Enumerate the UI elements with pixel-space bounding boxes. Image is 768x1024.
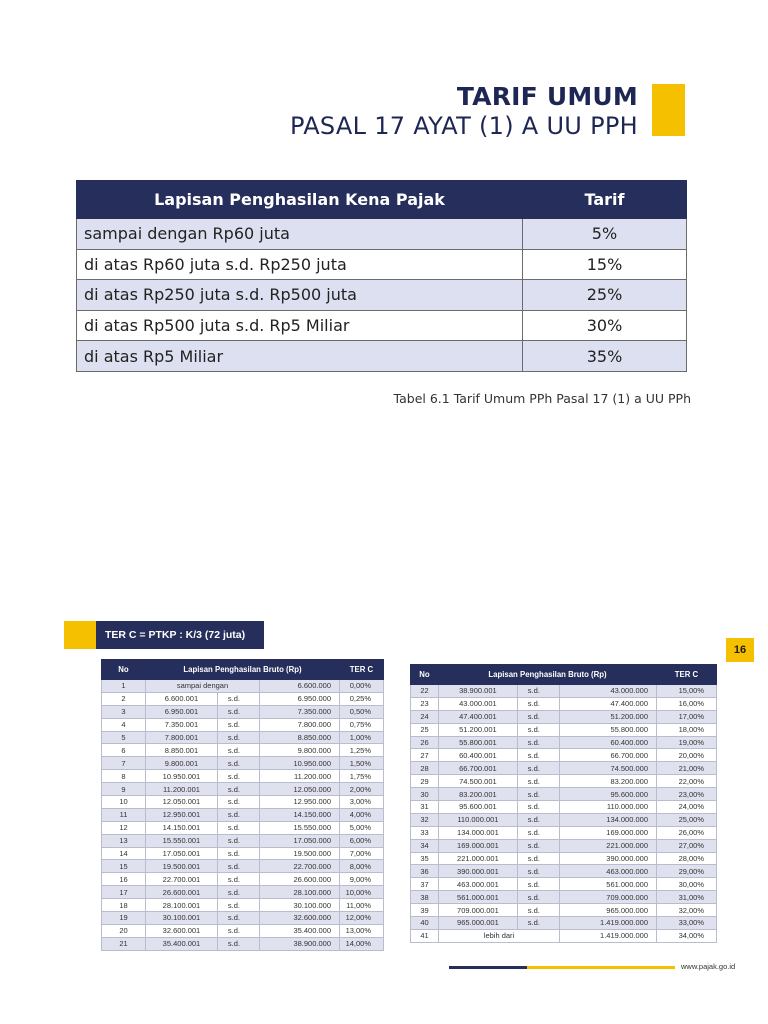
range-from: 221.000.001 xyxy=(439,852,518,865)
range-from: 38.900.001 xyxy=(439,685,518,698)
ter-row xyxy=(102,924,384,937)
range-to: 10.950.000 xyxy=(260,757,340,770)
range-to: 965.000.000 xyxy=(560,904,657,917)
range-sd: s.d. xyxy=(517,865,559,878)
ter-row xyxy=(102,873,384,886)
range-sd: s.d. xyxy=(217,860,259,873)
range-from: 11.200.001 xyxy=(146,783,218,796)
footer-url: www.pajak.go.id xyxy=(681,962,736,971)
ter-table-right xyxy=(410,664,717,943)
range-to: 1.419.000.000 xyxy=(560,929,657,942)
range-sd: s.d. xyxy=(217,770,259,783)
header-no: No xyxy=(411,665,439,685)
row-number: 24 xyxy=(411,710,439,723)
range-from: 30.100.001 xyxy=(146,912,218,925)
ter-rate: 25,00% xyxy=(657,813,717,826)
range-to: 12.950.000 xyxy=(260,796,340,809)
range-sd: s.d. xyxy=(217,705,259,718)
range-from: 463.000.001 xyxy=(439,878,518,891)
ter-row xyxy=(411,891,717,904)
range-to: 11.200.000 xyxy=(260,770,340,783)
layer-cell: di atas Rp60 juta s.d. Rp250 juta xyxy=(77,249,523,280)
row-number: 14 xyxy=(102,847,146,860)
range-from: 43.000.001 xyxy=(439,697,518,710)
range-from: 35.400.001 xyxy=(146,937,218,950)
row-number: 18 xyxy=(102,899,146,912)
ter-row xyxy=(411,723,717,736)
ter-row xyxy=(411,697,717,710)
range-sd: s.d. xyxy=(517,685,559,698)
ter-rate: 27,00% xyxy=(657,839,717,852)
range-sd: s.d. xyxy=(217,744,259,757)
row-number: 17 xyxy=(102,886,146,899)
range-to: 19.500.000 xyxy=(260,847,340,860)
footer-rule-yellow xyxy=(527,966,675,969)
range-from: 55.800.001 xyxy=(439,736,518,749)
ter-row xyxy=(102,886,384,899)
row-number: 12 xyxy=(102,821,146,834)
range-sd: s.d. xyxy=(517,736,559,749)
range-sd: s.d. xyxy=(517,878,559,891)
ter-rate: 32,00% xyxy=(657,904,717,917)
ter-rate: 7,00% xyxy=(340,847,384,860)
ter-label: TER C = PTKP : K/3 (72 juta) xyxy=(96,621,264,649)
header-layer: Lapisan Penghasilan Bruto (Rp) xyxy=(439,665,657,685)
ter-row xyxy=(411,801,717,814)
row-number: 41 xyxy=(411,929,439,942)
rate-cell: 35% xyxy=(523,341,687,372)
table-row xyxy=(77,341,687,372)
row-number: 23 xyxy=(411,697,439,710)
range-to: 134.000.000 xyxy=(560,813,657,826)
ter-row xyxy=(411,917,717,930)
layer-cell: sampai dengan Rp60 juta xyxy=(77,219,523,250)
row-number: 38 xyxy=(411,891,439,904)
ter-row xyxy=(102,731,384,744)
row-number: 28 xyxy=(411,762,439,775)
range-to: 221.000.000 xyxy=(560,839,657,852)
row-number: 20 xyxy=(102,924,146,937)
ter-row xyxy=(411,813,717,826)
range-from: 9.800.001 xyxy=(146,757,218,770)
range-sd: s.d. xyxy=(217,821,259,834)
row-number: 39 xyxy=(411,904,439,917)
row-number: 21 xyxy=(102,937,146,950)
rate-cell: 30% xyxy=(523,310,687,341)
layer-cell: di atas Rp500 juta s.d. Rp5 Miliar xyxy=(77,310,523,341)
range-from: 47.400.001 xyxy=(439,710,518,723)
ter-row xyxy=(411,839,717,852)
range-from: 10.950.001 xyxy=(146,770,218,783)
ter-row xyxy=(102,680,384,693)
range-from: 15.550.001 xyxy=(146,834,218,847)
row-number: 32 xyxy=(411,813,439,826)
row-number: 22 xyxy=(411,685,439,698)
range-sd: s.d. xyxy=(517,852,559,865)
range-sd: s.d. xyxy=(217,834,259,847)
range-to: 110.000.000 xyxy=(560,801,657,814)
header-layer: Lapisan Penghasilan Kena Pajak xyxy=(77,181,523,219)
ter-accent-bar xyxy=(64,621,96,649)
ter-row xyxy=(102,899,384,912)
ter-table-left xyxy=(101,659,384,951)
ter-rate: 28,00% xyxy=(657,852,717,865)
range-sd: s.d. xyxy=(217,692,259,705)
row-number: 8 xyxy=(102,770,146,783)
ter-row xyxy=(411,762,717,775)
header-rate: TER C xyxy=(657,665,717,685)
ter-rate: 21,00% xyxy=(657,762,717,775)
ter-row xyxy=(411,929,717,942)
range-to: 463.000.000 xyxy=(560,865,657,878)
ter-row xyxy=(411,749,717,762)
ter-rate: 30,00% xyxy=(657,878,717,891)
ter-row xyxy=(102,705,384,718)
ter-row xyxy=(102,821,384,834)
table-row xyxy=(77,249,687,280)
range-label: lebih dari xyxy=(439,929,560,942)
range-from: 8.850.001 xyxy=(146,744,218,757)
range-to: 1.419.000.000 xyxy=(560,917,657,930)
header-rate: TER C xyxy=(340,660,384,680)
range-to: 83.200.000 xyxy=(560,775,657,788)
range-from: 12.050.001 xyxy=(146,796,218,809)
range-to: 30.100.000 xyxy=(260,899,340,912)
range-from: 134.000.001 xyxy=(439,826,518,839)
ter-header-row xyxy=(411,665,717,685)
range-to: 6.600.000 xyxy=(260,680,340,693)
row-number: 7 xyxy=(102,757,146,770)
ter-rate: 13,00% xyxy=(340,924,384,937)
page-title: TARIF UMUM xyxy=(456,82,638,111)
range-to: 7.350.000 xyxy=(260,705,340,718)
ter-row xyxy=(102,834,384,847)
range-to: 60.400.000 xyxy=(560,736,657,749)
range-sd: s.d. xyxy=(217,912,259,925)
ter-row xyxy=(102,692,384,705)
ter-row xyxy=(102,860,384,873)
range-to: 15.550.000 xyxy=(260,821,340,834)
footer-rule-navy xyxy=(449,966,527,969)
range-sd: s.d. xyxy=(517,710,559,723)
range-sd: s.d. xyxy=(217,757,259,770)
ter-rate: 18,00% xyxy=(657,723,717,736)
ter-rate: 1,00% xyxy=(340,731,384,744)
row-number: 35 xyxy=(411,852,439,865)
header-rate: Tarif xyxy=(523,181,687,219)
range-to: 51.200.000 xyxy=(560,710,657,723)
range-sd: s.d. xyxy=(217,731,259,744)
ter-rate: 8,00% xyxy=(340,860,384,873)
ter-rate: 6,00% xyxy=(340,834,384,847)
row-number: 10 xyxy=(102,796,146,809)
row-number: 36 xyxy=(411,865,439,878)
ter-rate: 0,00% xyxy=(340,680,384,693)
range-to: 8.850.000 xyxy=(260,731,340,744)
ter-row xyxy=(102,718,384,731)
range-sd: s.d. xyxy=(517,904,559,917)
row-number: 27 xyxy=(411,749,439,762)
ter-rate: 26,00% xyxy=(657,826,717,839)
range-sd: s.d. xyxy=(517,917,559,930)
range-to: 7.800.000 xyxy=(260,718,340,731)
row-number: 4 xyxy=(102,718,146,731)
ter-rate: 3,00% xyxy=(340,796,384,809)
range-from: 22.700.001 xyxy=(146,873,218,886)
range-sd: s.d. xyxy=(217,937,259,950)
range-to: 55.800.000 xyxy=(560,723,657,736)
range-from: 95.600.001 xyxy=(439,801,518,814)
range-to: 561.000.000 xyxy=(560,878,657,891)
rate-cell: 25% xyxy=(523,280,687,311)
page-subtitle: PASAL 17 AYAT (1) A UU PPH xyxy=(289,112,638,140)
row-number: 5 xyxy=(102,731,146,744)
range-from: 110.000.001 xyxy=(439,813,518,826)
page-number: 16 xyxy=(726,638,754,662)
ter-rate: 29,00% xyxy=(657,865,717,878)
range-from: 709.000.001 xyxy=(439,904,518,917)
header-no: No xyxy=(102,660,146,680)
range-sd: s.d. xyxy=(517,697,559,710)
title-block xyxy=(290,84,638,140)
header-layer: Lapisan Penghasilan Bruto (Rp) xyxy=(146,660,340,680)
range-to: 74.500.000 xyxy=(560,762,657,775)
range-sd: s.d. xyxy=(517,826,559,839)
row-number: 26 xyxy=(411,736,439,749)
range-sd: s.d. xyxy=(217,796,259,809)
range-sd: s.d. xyxy=(217,873,259,886)
ter-rate: 1,50% xyxy=(340,757,384,770)
range-to: 95.600.000 xyxy=(560,788,657,801)
ter-row xyxy=(102,796,384,809)
range-to: 35.400.000 xyxy=(260,924,340,937)
row-number: 30 xyxy=(411,788,439,801)
range-sd: s.d. xyxy=(217,847,259,860)
range-from: 169.000.001 xyxy=(439,839,518,852)
ter-row xyxy=(102,744,384,757)
row-number: 34 xyxy=(411,839,439,852)
range-to: 66.700.000 xyxy=(560,749,657,762)
range-to: 28.100.000 xyxy=(260,886,340,899)
table-row xyxy=(77,280,687,311)
range-sd: s.d. xyxy=(217,924,259,937)
ter-row xyxy=(411,775,717,788)
row-number: 33 xyxy=(411,826,439,839)
row-number: 31 xyxy=(411,801,439,814)
ter-rate: 22,00% xyxy=(657,775,717,788)
ter-rate: 4,00% xyxy=(340,808,384,821)
table-caption: Tabel 6.1 Tarif Umum PPh Pasal 17 (1) a UU PPh xyxy=(393,391,691,406)
ter-rate: 34,00% xyxy=(657,929,717,942)
range-sd: s.d. xyxy=(217,718,259,731)
tax-rate-table xyxy=(76,180,687,372)
ter-row xyxy=(102,757,384,770)
ter-row xyxy=(102,912,384,925)
range-to: 9.800.000 xyxy=(260,744,340,757)
rate-cell: 15% xyxy=(523,249,687,280)
range-to: 32.600.000 xyxy=(260,912,340,925)
range-to: 390.000.000 xyxy=(560,852,657,865)
ter-row xyxy=(102,808,384,821)
range-from: 12.950.001 xyxy=(146,808,218,821)
ter-rate: 9,00% xyxy=(340,873,384,886)
ter-row xyxy=(102,937,384,950)
range-to: 12.050.000 xyxy=(260,783,340,796)
range-sd: s.d. xyxy=(517,813,559,826)
range-from: 965.000.001 xyxy=(439,917,518,930)
ter-rate: 24,00% xyxy=(657,801,717,814)
range-to: 38.900.000 xyxy=(260,937,340,950)
range-to: 17.050.000 xyxy=(260,834,340,847)
range-sd: s.d. xyxy=(517,723,559,736)
row-number: 40 xyxy=(411,917,439,930)
ter-rate: 20,00% xyxy=(657,749,717,762)
range-sd: s.d. xyxy=(217,808,259,821)
ter-rate: 11,00% xyxy=(340,899,384,912)
range-from: 32.600.001 xyxy=(146,924,218,937)
row-number: 25 xyxy=(411,723,439,736)
range-from: 7.800.001 xyxy=(146,731,218,744)
row-number: 3 xyxy=(102,705,146,718)
range-sd: s.d. xyxy=(517,788,559,801)
ter-rate: 14,00% xyxy=(340,937,384,950)
ter-rate: 1,25% xyxy=(340,744,384,757)
range-from: 51.200.001 xyxy=(439,723,518,736)
range-to: 26.600.000 xyxy=(260,873,340,886)
range-sd: s.d. xyxy=(517,891,559,904)
ter-rate: 5,00% xyxy=(340,821,384,834)
range-from: 66.700.001 xyxy=(439,762,518,775)
ter-rate: 12,00% xyxy=(340,912,384,925)
title-accent-bar xyxy=(652,84,685,136)
ter-rate: 0,50% xyxy=(340,705,384,718)
ter-rate: 19,00% xyxy=(657,736,717,749)
ter-row xyxy=(102,770,384,783)
row-number: 2 xyxy=(102,692,146,705)
range-from: 17.050.001 xyxy=(146,847,218,860)
range-from: 19.500.001 xyxy=(146,860,218,873)
range-sd: s.d. xyxy=(217,899,259,912)
range-from: 6.600.001 xyxy=(146,692,218,705)
range-from: 83.200.001 xyxy=(439,788,518,801)
row-number: 29 xyxy=(411,775,439,788)
ter-rate: 33,00% xyxy=(657,917,717,930)
ter-row xyxy=(411,736,717,749)
range-sd: s.d. xyxy=(217,886,259,899)
range-to: 47.400.000 xyxy=(560,697,657,710)
ter-row xyxy=(102,847,384,860)
table-header-row xyxy=(77,181,687,219)
row-number: 13 xyxy=(102,834,146,847)
range-sd: s.d. xyxy=(217,783,259,796)
row-number: 11 xyxy=(102,808,146,821)
ter-row xyxy=(411,852,717,865)
ter-rate: 2,00% xyxy=(340,783,384,796)
rate-cell: 5% xyxy=(523,219,687,250)
ter-header-row xyxy=(102,660,384,680)
range-to: 709.000.000 xyxy=(560,891,657,904)
ter-row xyxy=(102,783,384,796)
table-row xyxy=(77,219,687,250)
range-label: sampai dengan xyxy=(146,680,260,693)
layer-cell: di atas Rp250 juta s.d. Rp500 juta xyxy=(77,280,523,311)
ter-row xyxy=(411,878,717,891)
range-from: 14.150.001 xyxy=(146,821,218,834)
range-from: 74.500.001 xyxy=(439,775,518,788)
range-from: 26.600.001 xyxy=(146,886,218,899)
table-row xyxy=(77,310,687,341)
ter-row xyxy=(411,685,717,698)
range-sd: s.d. xyxy=(517,762,559,775)
ter-rate: 0,75% xyxy=(340,718,384,731)
range-from: 561.000.001 xyxy=(439,891,518,904)
ter-rate: 31,00% xyxy=(657,891,717,904)
row-number: 16 xyxy=(102,873,146,886)
ter-row xyxy=(411,865,717,878)
ter-rate: 23,00% xyxy=(657,788,717,801)
range-sd: s.d. xyxy=(517,801,559,814)
range-from: 390.000.001 xyxy=(439,865,518,878)
range-sd: s.d. xyxy=(517,775,559,788)
ter-row xyxy=(411,710,717,723)
range-from: 60.400.001 xyxy=(439,749,518,762)
range-sd: s.d. xyxy=(517,839,559,852)
row-number: 19 xyxy=(102,912,146,925)
ter-rate: 15,00% xyxy=(657,685,717,698)
ter-rate: 17,00% xyxy=(657,710,717,723)
range-from: 6.950.001 xyxy=(146,705,218,718)
range-to: 22.700.000 xyxy=(260,860,340,873)
range-to: 43.000.000 xyxy=(560,685,657,698)
ter-row xyxy=(411,788,717,801)
ter-rate: 1,75% xyxy=(340,770,384,783)
row-number: 37 xyxy=(411,878,439,891)
row-number: 9 xyxy=(102,783,146,796)
range-sd: s.d. xyxy=(517,749,559,762)
ter-rate: 10,00% xyxy=(340,886,384,899)
range-to: 6.950.000 xyxy=(260,692,340,705)
range-to: 169.000.000 xyxy=(560,826,657,839)
row-number: 6 xyxy=(102,744,146,757)
ter-row xyxy=(411,904,717,917)
row-number: 15 xyxy=(102,860,146,873)
range-from: 28.100.001 xyxy=(146,899,218,912)
range-to: 14.150.000 xyxy=(260,808,340,821)
row-number: 1 xyxy=(102,680,146,693)
ter-rate: 16,00% xyxy=(657,697,717,710)
ter-rate: 0,25% xyxy=(340,692,384,705)
range-from: 7.350.001 xyxy=(146,718,218,731)
layer-cell: di atas Rp5 Miliar xyxy=(77,341,523,372)
ter-row xyxy=(411,826,717,839)
